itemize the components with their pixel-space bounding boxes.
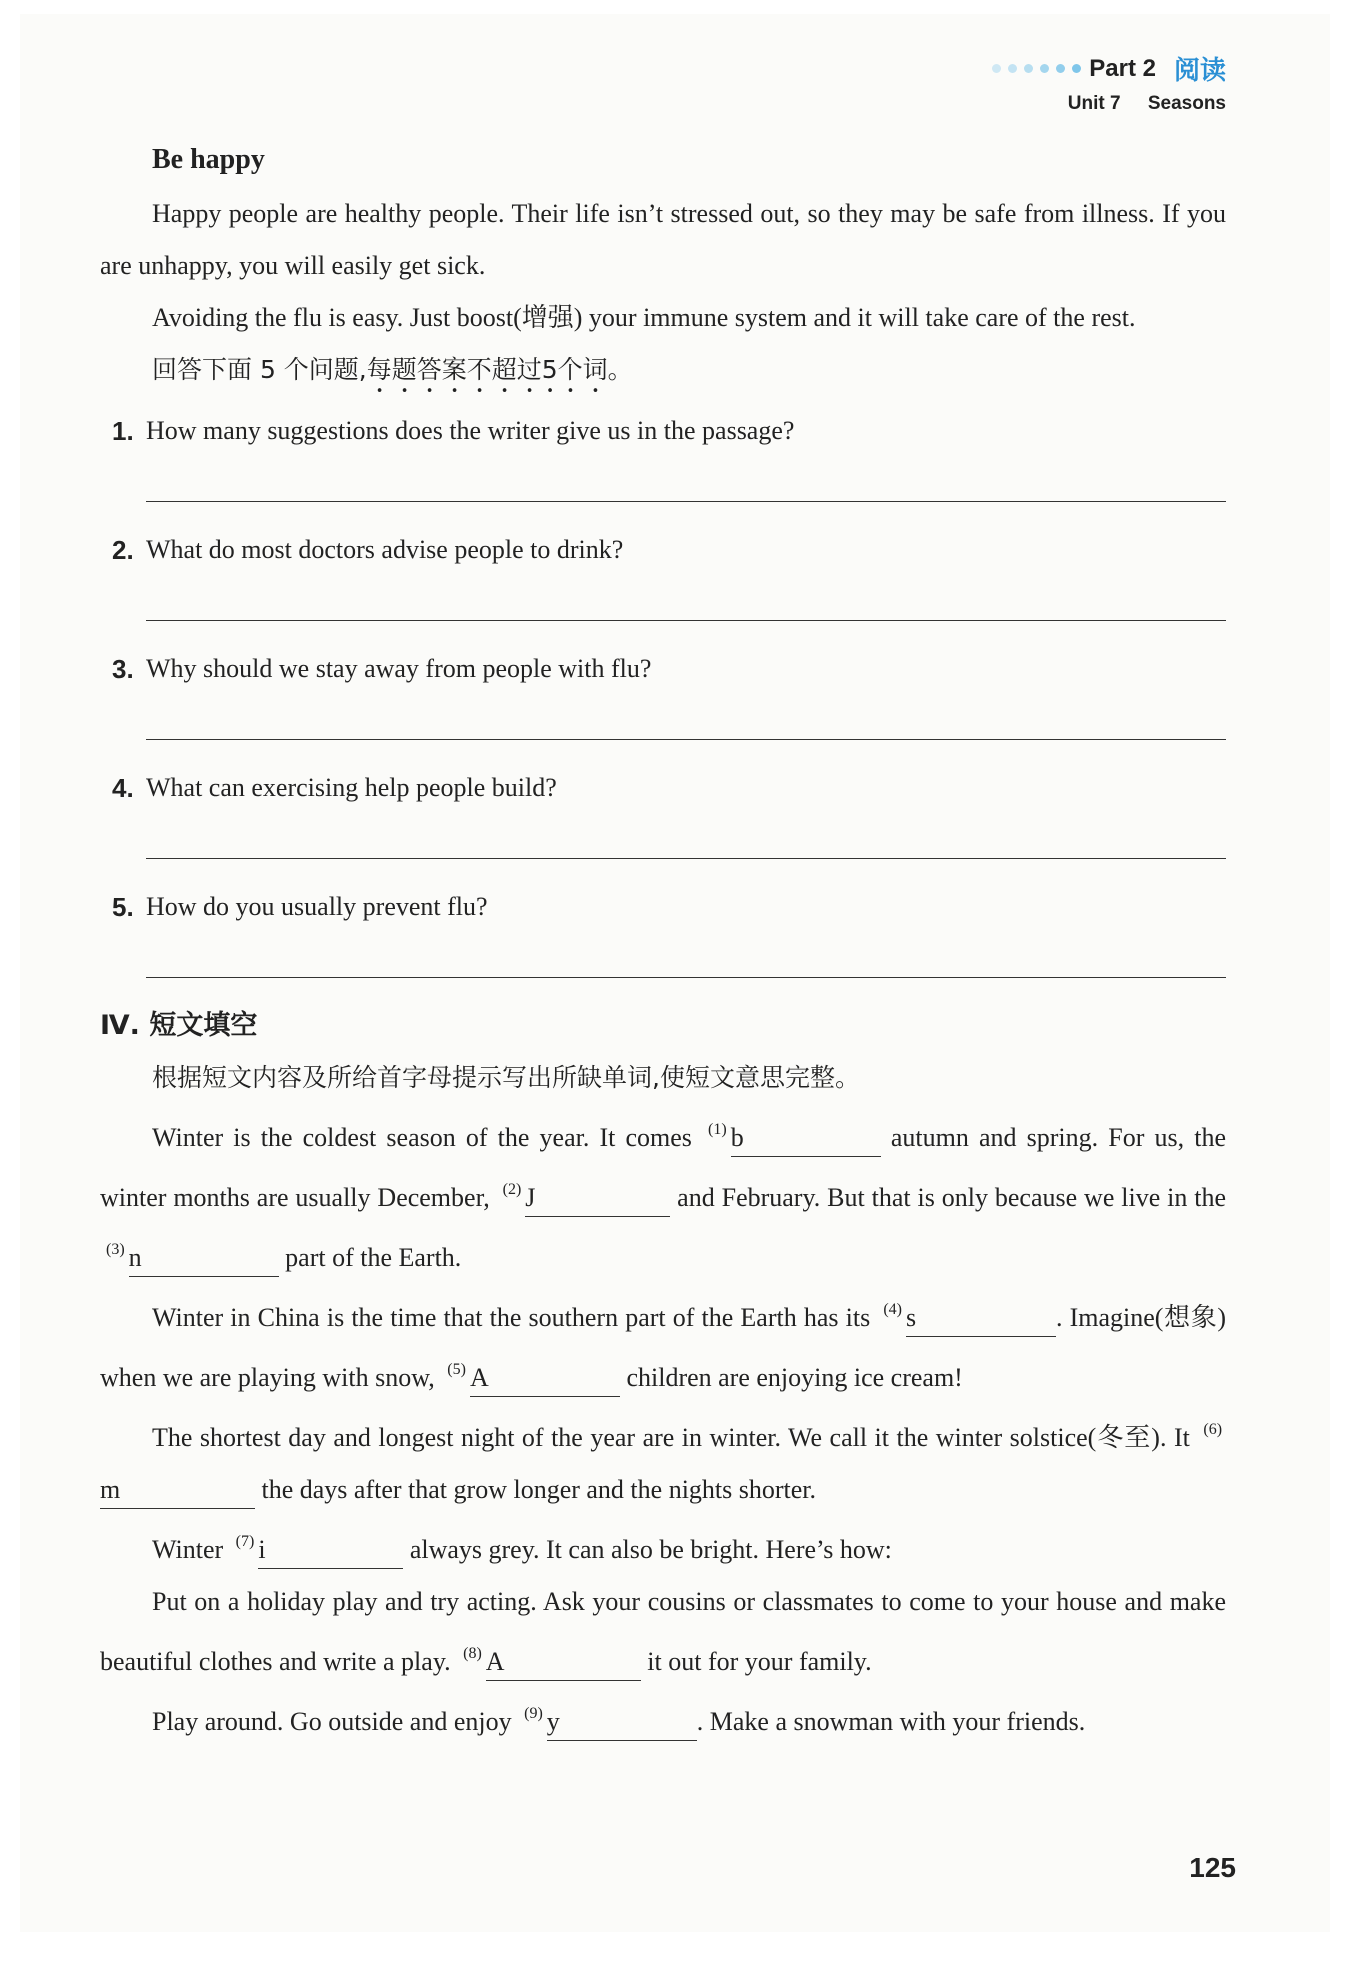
workbook-page <box>20 14 1330 1932</box>
answer-line[interactable] <box>146 473 1226 502</box>
cloze-blank[interactable]: y <box>547 1704 697 1741</box>
decorative-dots <box>992 64 1081 73</box>
topic-label: Seasons <box>1147 93 1226 114</box>
passage-paragraph: Happy people are healthy people. Their life isn’t stressed out, so they may be safe from illness. If you are unhappy, you will easily get sick. <box>100 199 1226 280</box>
question-text: What do most doctors advise people to drink? <box>146 535 624 564</box>
question-text: Why should we stay away from people with flu? <box>146 654 652 683</box>
cloze-blank[interactable]: s <box>906 1300 1056 1337</box>
question-text: How do you usually prevent flu? <box>146 892 488 921</box>
answer-line[interactable] <box>146 711 1226 740</box>
question-text: How many suggestions does the writer give us in the passage? <box>146 416 795 445</box>
cloze-paragraph: Winter in China is the time that the southern part of the Earth has its $^{(4)}$ s . Imagine(想象) when we are playing with snow, $^{(5)}$ A children are enjoying ice cream! <box>100 1284 1226 1404</box>
part-label: Part 2 <box>1089 54 1156 82</box>
question-item: 5. How do you usually prevent flu? <box>100 881 1226 978</box>
cloze-paragraph: Play around. Go outside and enjoy $^{(9)}$ y . Make a snowman with your friends. <box>100 1688 1226 1748</box>
cloze-blank[interactable]: A <box>470 1360 620 1397</box>
cloze-blank[interactable]: A <box>486 1644 641 1681</box>
cloze-paragraph: The shortest day and longest night of the year are in winter. We call it the winter solstice(冬至). It $^{(6)}$m the days after that grow longer and the nights shorter. <box>100 1404 1226 1516</box>
cloze-blank[interactable]: J <box>525 1180 670 1217</box>
question-item: 1. How many suggestions does the writer give us in the passage? <box>100 405 1226 502</box>
emphasized-instruction: 每题答案不超过5个词 <box>366 355 608 384</box>
cloze-blank[interactable]: b <box>731 1120 881 1157</box>
cloze-paragraph: Winter is the coldest season of the year. It comes $^{(1)}$ b autumn and spring. For us, the winter months are usually December, $^{(2)}$ J and February. But that is only because we live in the $^{(3)}$ n part of the Earth. <box>100 1104 1226 1284</box>
page-header <box>992 50 1226 115</box>
section-instruction: 根据短文内容及所给首字母提示写出所缺单词,使短文意思完整。 <box>152 1063 860 1092</box>
passage-paragraph: Avoiding the flu is easy. Just boost(增强) your immune system and it will take care of the rest. <box>152 303 1136 332</box>
cloze-blank[interactable]: n <box>129 1240 279 1277</box>
answer-line[interactable] <box>146 830 1226 859</box>
answer-line[interactable] <box>146 949 1226 978</box>
main-content <box>100 140 1226 1748</box>
unit-label: Unit 7 <box>1067 93 1121 114</box>
section-label: 阅读 <box>1173 56 1226 86</box>
question-item: 2. What do most doctors advise people to drink? <box>100 524 1226 621</box>
cloze-paragraph: Winter $^{(7)}$ i always grey. It can also be bright. Here’s how: <box>100 1516 1226 1576</box>
cloze-paragraph: Put on a holiday play and try acting. Ask your cousins or classmates to come to your house and make beautiful clothes and write a play. $^{(8)}$ A it out for your family. <box>100 1576 1226 1688</box>
cloze-blank[interactable]: m <box>100 1472 255 1509</box>
section-heading: Ⅳ. 短文填空 <box>100 1010 258 1041</box>
question-text: What can exercising help people build? <box>146 773 557 802</box>
answer-line[interactable] <box>146 592 1226 621</box>
question-item: 3. Why should we stay away from people with flu? <box>100 643 1226 740</box>
cloze-blank[interactable]: i <box>258 1532 403 1569</box>
question-item: 4. What can exercising help people build? <box>100 762 1226 859</box>
question-instruction: 回答下面 5 个问题,每题答案不超过5个词。 <box>152 355 633 384</box>
page-number: 125 <box>1189 1852 1236 1883</box>
passage-title: Be happy <box>152 144 265 175</box>
